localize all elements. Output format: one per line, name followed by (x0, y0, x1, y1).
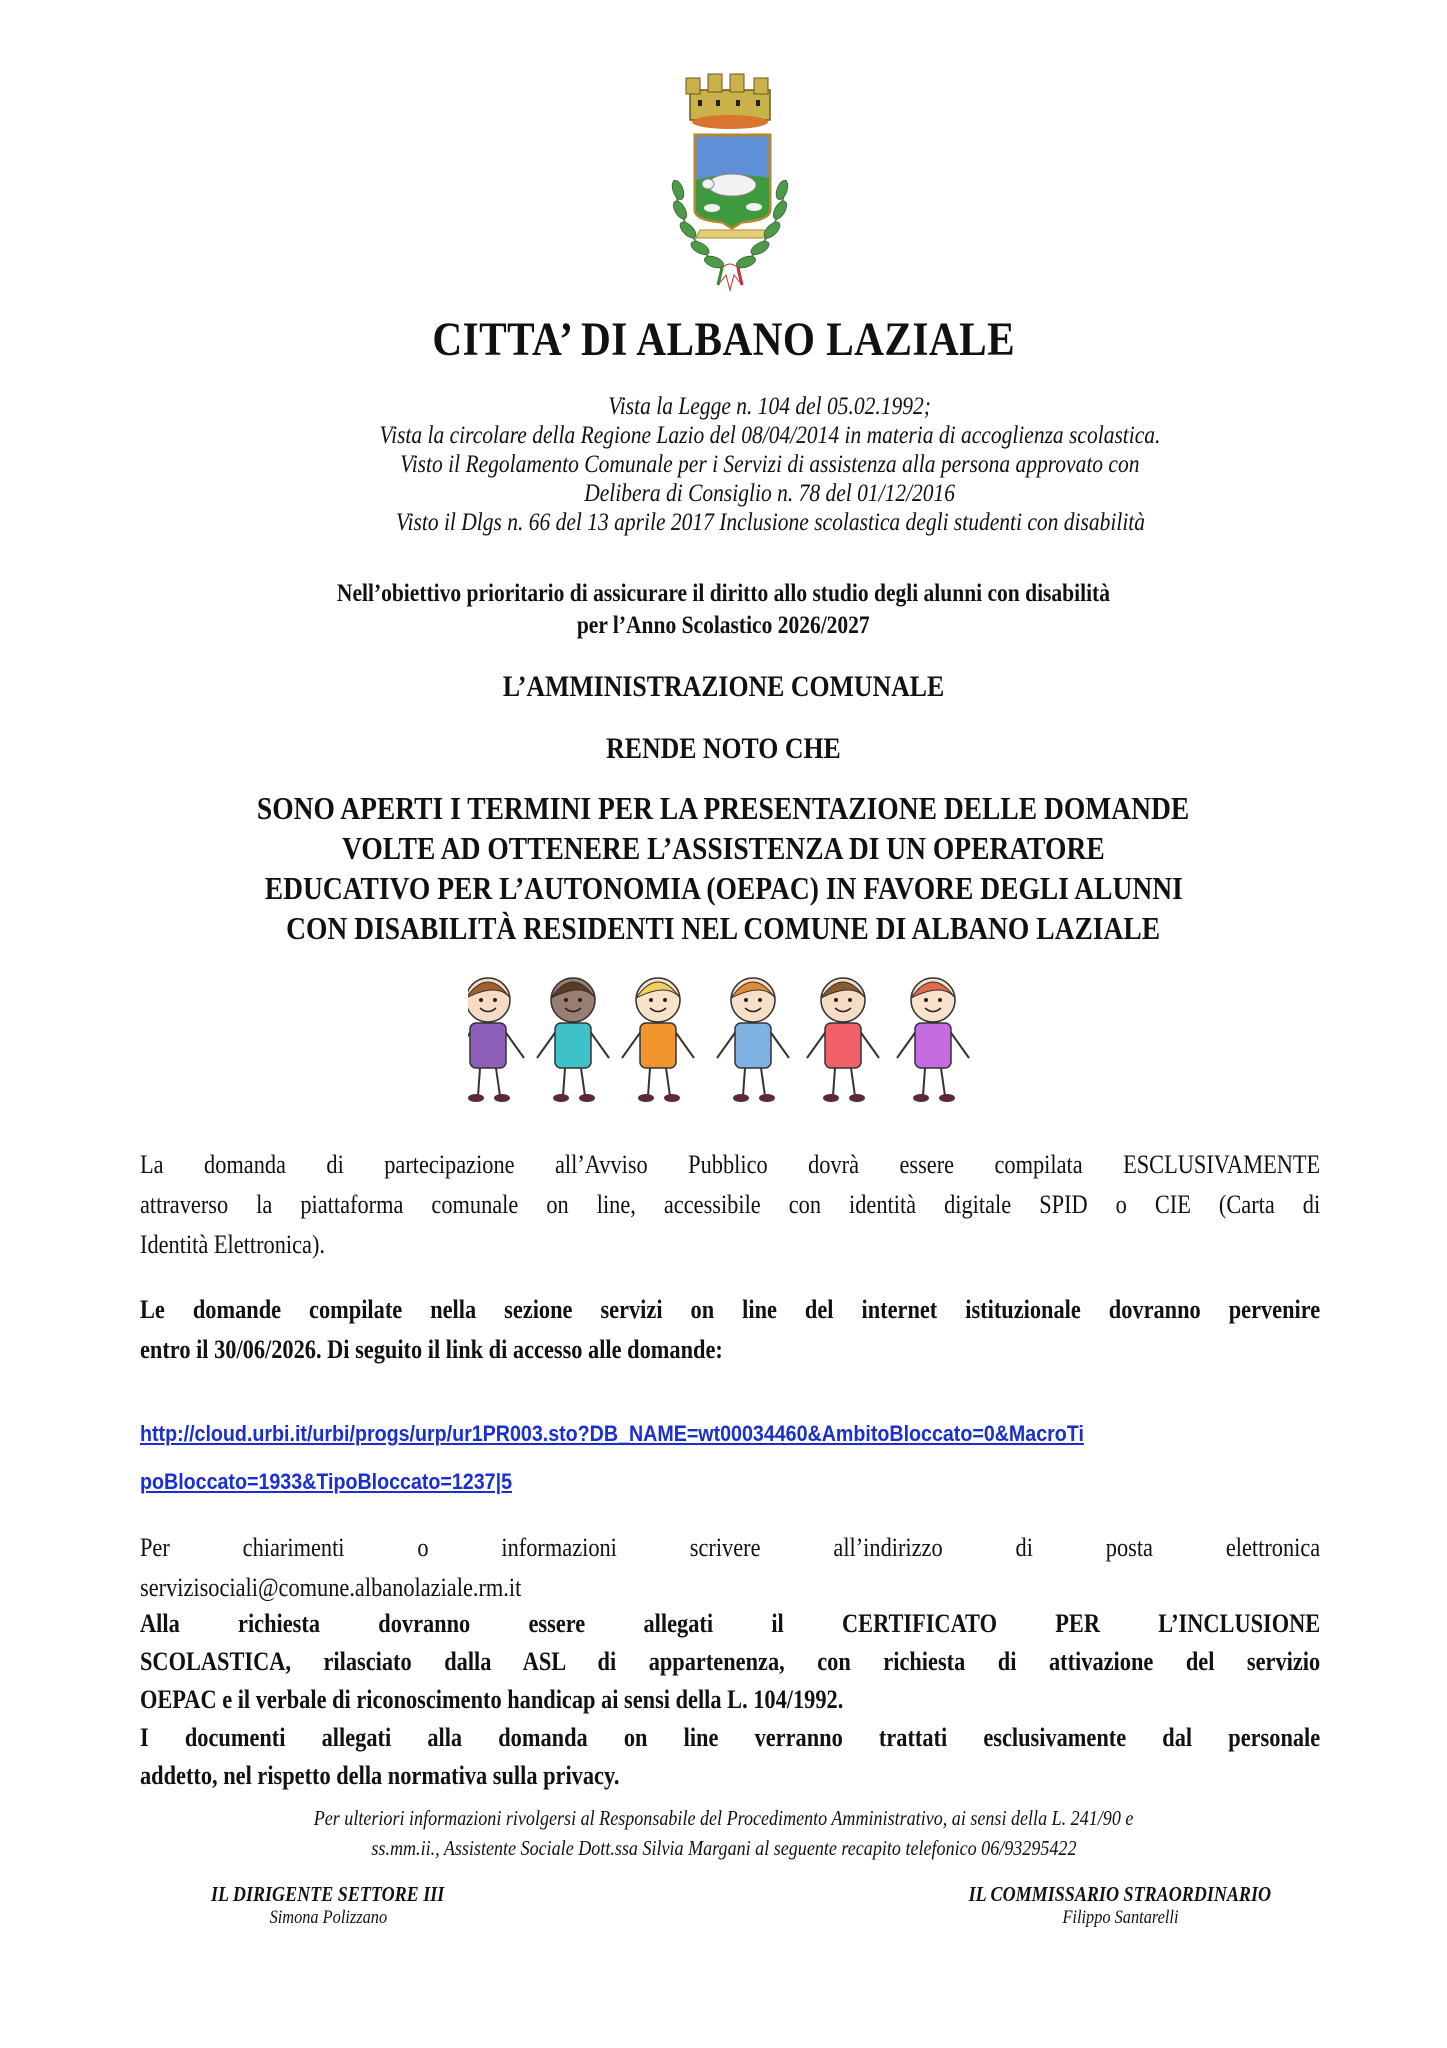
headline-line: VOLTE AD OTTENERE L’ASSISTENZA DI UN OPERATORE (342, 830, 1105, 866)
paragraph-line: I documenti allegati alla domanda on line verranno trattati esclusivamente dal personale (140, 1723, 1321, 1752)
tricolor-ribbon-icon (718, 264, 742, 290)
coat-of-arms-icon (650, 70, 810, 310)
contact-email: servizisociali@comune.albanolaziale.rm.it (140, 1573, 522, 1602)
objective-line: per l’Anno Scolastico 2026/2027 (577, 612, 870, 639)
notice-headline (0, 788, 1447, 948)
administration-heading (0, 670, 1447, 704)
paragraph-line: La domanda di partecipazione all’Avviso Pubblico dovrà essere compilata ESCLUSIVAMENTE (140, 1150, 1321, 1179)
announcement-text: RENDE NOTO CHE (606, 732, 841, 765)
paragraph-line: attraverso la piattaforma comunale on line, accessibile con identità digitale SPID o CIE (Carta di (140, 1190, 1321, 1219)
shield-icon (695, 135, 770, 228)
page-title (0, 312, 1447, 367)
attachments-paragraph (140, 1605, 1320, 1795)
paragraph-line: OEPAC e il verbale di riconoscimento handicap ai sensi della L. 104/1992. (140, 1685, 844, 1714)
paragraph-line: addetto, nel rispetto della normativa sulla privacy. (140, 1761, 620, 1790)
child-figure (537, 978, 609, 1102)
legal-references (230, 392, 1310, 537)
legal-reference-line: Vista la Legge n. 104 del 05.02.1992; (608, 393, 932, 420)
children-holding-hands-illustration (468, 968, 992, 1108)
signature-left (158, 1882, 498, 1929)
signature-right (920, 1882, 1320, 1929)
child-figure (897, 978, 969, 1102)
paragraph-line: entro il 30/06/2026. Di seguito il link di accesso alle domande: (140, 1335, 723, 1364)
administration-text: L’AMMINISTRAZIONE COMUNALE (502, 670, 945, 703)
objective-statement (0, 578, 1447, 642)
footer-note-line: Per ulteriori informazioni rivolgersi al Responsabile del Procedimento Amministrativo, ai sensi della L. 241/90 e (313, 1806, 1134, 1830)
signatory-name: Filippo Santarelli (1061, 1907, 1179, 1928)
child-figure (807, 978, 879, 1102)
legal-reference-line: Visto il Regolamento Comunale per i Servizi di assistenza alla persona approvato con (400, 451, 1140, 478)
signatory-role: IL DIRIGENTE SETTORE III (211, 1882, 445, 1906)
title-text: CITTA’ DI ALBANO LAZIALE (432, 313, 1015, 366)
paragraph-line: Per chiarimenti o informazioni scrivere all’indirizzo di posta elettronica (140, 1533, 1321, 1562)
mural-crown-icon (686, 74, 770, 129)
application-link-line-1[interactable] (140, 1410, 1320, 1458)
contact-paragraph (140, 1528, 1320, 1608)
objective-line: Nell’obiettivo prioritario di assicurare il diritto allo studio degli alunni con disabilità (336, 580, 1111, 607)
deadline-paragraph (140, 1290, 1320, 1370)
application-link[interactable] (140, 1410, 1320, 1506)
link-text[interactable]: poBloccato=1933&TipoBloccato=1237|5 (140, 1469, 513, 1494)
paragraph-line: Alla richiesta dovranno essere allegati il CERTIFICATO PER L’INCLUSIONE (140, 1609, 1321, 1638)
link-text[interactable]: http://cloud.urbi.it/urbi/progs/urp/ur1PR003.sto?DB_NAME=wt00034460&AmbitoBloccato=0&MacroTi (140, 1421, 1084, 1446)
application-link-line-2[interactable] (140, 1458, 1320, 1506)
legal-reference-line: Delibera di Consiglio n. 78 del 01/12/2016 (584, 480, 956, 507)
paragraph-line: Le domande compilate nella sezione servizi on line del internet istituzionale dovranno pervenire (140, 1295, 1321, 1324)
legal-reference-line: Visto il Dlgs n. 66 del 13 aprile 2017 Inclusione scolastica degli studenti con disabilità (395, 509, 1145, 536)
paragraph-line: SCOLASTICA, rilasciato dalla ASL di appartenenza, con richiesta di attivazione del servizio (140, 1647, 1321, 1676)
child-figure (717, 978, 789, 1102)
headline-line: SONO APERTI I TERMINI PER LA PRESENTAZIONE DELLE DOMANDE (257, 790, 1190, 826)
signatory-role: IL COMMISSARIO STRAORDINARIO (968, 1882, 1272, 1906)
child-figure (622, 978, 694, 1102)
footer-note (0, 1803, 1447, 1863)
footer-note-line: ss.mm.ii., Assistente Sociale Dott.ssa Silvia Margani al seguente recapito telefonico 06/93295422 (370, 1836, 1077, 1860)
legal-reference-line: Vista la circolare della Regione Lazio del 08/04/2014 in materia di accoglienza scolastica. (379, 422, 1161, 449)
headline-line: EDUCATIVO PER L’AUTONOMIA (OEPAC) IN FAVORE DEGLI ALUNNI (264, 870, 1183, 906)
paragraph-line: Identità Elettronica). (140, 1230, 326, 1259)
submission-paragraph (140, 1145, 1320, 1265)
announcement-heading (0, 732, 1447, 766)
child-figure (468, 978, 524, 1102)
signatory-name: Simona Polizzano (269, 1907, 387, 1928)
headline-line: CON DISABILITÀ RESIDENTI NEL COMUNE DI ALBANO LAZIALE (286, 910, 1161, 946)
